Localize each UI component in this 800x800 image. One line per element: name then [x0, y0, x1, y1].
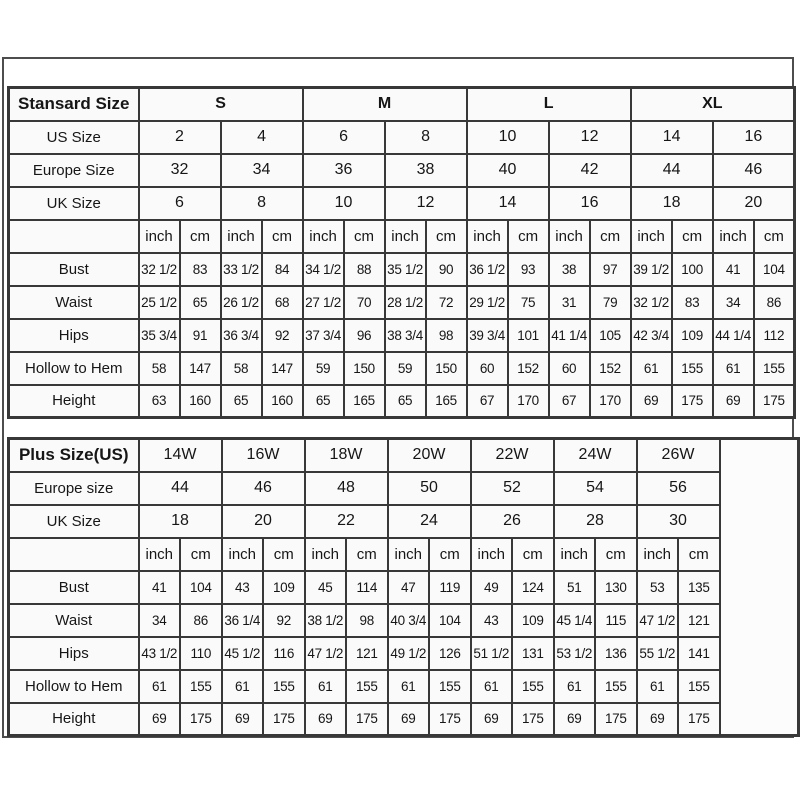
value-cell: 45 1/2: [222, 637, 264, 670]
size-group-cell: 18W: [305, 439, 388, 472]
unit-cell: cm: [508, 220, 549, 253]
value-cell: 20: [222, 505, 305, 538]
value-cell: 126: [429, 637, 471, 670]
value-cell: 112: [754, 319, 795, 352]
value-cell: 175: [512, 703, 554, 736]
value-cell: 61: [554, 670, 596, 703]
value-cell: 47 1/2: [305, 637, 347, 670]
value-cell: 69: [713, 385, 754, 418]
value-cell: 68: [262, 286, 303, 319]
value-cell: 32 1/2: [139, 253, 180, 286]
value-cell: 61: [222, 670, 264, 703]
value-cell: 67: [467, 385, 508, 418]
value-cell: 91: [180, 319, 221, 352]
value-cell: 32: [139, 154, 221, 187]
row-label: UK Size: [9, 187, 139, 220]
value-cell: 121: [678, 604, 720, 637]
table-row: [9, 121, 795, 154]
unit-cell: inch: [549, 220, 590, 253]
value-cell: 104: [754, 253, 795, 286]
unit-cell: cm: [180, 220, 221, 253]
value-cell: 130: [595, 571, 637, 604]
value-cell: 52: [471, 472, 554, 505]
value-cell: 45: [305, 571, 347, 604]
value-cell: 75: [508, 286, 549, 319]
value-cell: 51 1/2: [471, 637, 513, 670]
size-group-cell: L: [467, 88, 631, 121]
value-cell: 70: [344, 286, 385, 319]
value-cell: 12: [385, 187, 467, 220]
row-label: Europe Size: [9, 154, 139, 187]
value-cell: 109: [672, 319, 713, 352]
value-cell: 147: [262, 352, 303, 385]
table-row: [9, 154, 795, 187]
value-cell: 109: [512, 604, 554, 637]
value-cell: 39 3/4: [467, 319, 508, 352]
table-row: [9, 670, 799, 703]
row-label: Hips: [9, 637, 139, 670]
value-cell: 35 1/2: [385, 253, 426, 286]
value-cell: 69: [471, 703, 513, 736]
value-cell: 42 3/4: [631, 319, 672, 352]
standard-size-table: [7, 86, 796, 419]
value-cell: 59: [385, 352, 426, 385]
value-cell: 59: [303, 352, 344, 385]
value-cell: 155: [429, 670, 471, 703]
value-cell: 93: [508, 253, 549, 286]
value-cell: 67: [549, 385, 590, 418]
value-cell: 36 3/4: [221, 319, 262, 352]
value-cell: 79: [590, 286, 631, 319]
table-row: [9, 472, 799, 505]
size-group-cell: 24W: [554, 439, 637, 472]
value-cell: 69: [222, 703, 264, 736]
value-cell: 155: [346, 670, 388, 703]
value-cell: 61: [471, 670, 513, 703]
value-cell: 43: [222, 571, 264, 604]
value-cell: 136: [595, 637, 637, 670]
value-cell: 155: [595, 670, 637, 703]
row-label: Hollow to Hem: [9, 352, 139, 385]
value-cell: 10: [467, 121, 549, 154]
table-row: [9, 385, 795, 418]
value-cell: 65: [221, 385, 262, 418]
value-cell: 165: [426, 385, 467, 418]
value-cell: 26: [471, 505, 554, 538]
value-cell: 175: [678, 703, 720, 736]
value-cell: 36 1/2: [467, 253, 508, 286]
row-label: Height: [9, 703, 139, 736]
value-cell: 50: [388, 472, 471, 505]
value-cell: 61: [305, 670, 347, 703]
table-row: [9, 88, 795, 121]
value-cell: 40 3/4: [388, 604, 430, 637]
table-row: [9, 637, 799, 670]
value-cell: 119: [429, 571, 471, 604]
plus-size-table: [7, 437, 800, 737]
value-cell: 170: [590, 385, 631, 418]
value-cell: 155: [754, 352, 795, 385]
value-cell: 69: [139, 703, 181, 736]
table-row: [9, 703, 799, 736]
value-cell: 26 1/2: [221, 286, 262, 319]
value-cell: 100: [672, 253, 713, 286]
value-cell: 147: [180, 352, 221, 385]
value-cell: 63: [139, 385, 180, 418]
value-cell: 61: [637, 670, 679, 703]
value-cell: 24: [388, 505, 471, 538]
value-cell: 20: [713, 187, 795, 220]
unit-cell: inch: [637, 538, 679, 571]
row-label: Hollow to Hem: [9, 670, 139, 703]
value-cell: 44 1/4: [713, 319, 754, 352]
unit-cell: cm: [344, 220, 385, 253]
value-cell: 43 1/2: [139, 637, 181, 670]
unit-cell: inch: [385, 220, 426, 253]
size-group-cell: XL: [631, 88, 795, 121]
unit-cell: inch: [221, 220, 262, 253]
value-cell: 155: [678, 670, 720, 703]
value-cell: 61: [139, 670, 181, 703]
value-cell: 175: [346, 703, 388, 736]
value-cell: 18: [139, 505, 222, 538]
table-row: [9, 505, 799, 538]
size-group-cell: 20W: [388, 439, 471, 472]
value-cell: 58: [139, 352, 180, 385]
value-cell: 170: [508, 385, 549, 418]
value-cell: 38: [385, 154, 467, 187]
table-row: [9, 220, 795, 253]
value-cell: 8: [385, 121, 467, 154]
row-label: Hips: [9, 319, 139, 352]
unit-cell: cm: [595, 538, 637, 571]
value-cell: 114: [346, 571, 388, 604]
table-row: [9, 253, 795, 286]
value-cell: 40: [467, 154, 549, 187]
value-cell: 69: [637, 703, 679, 736]
value-cell: 47 1/2: [637, 604, 679, 637]
value-cell: 36 1/4: [222, 604, 264, 637]
value-cell: 16: [549, 187, 631, 220]
value-cell: 98: [426, 319, 467, 352]
value-cell: 49: [471, 571, 513, 604]
value-cell: 104: [429, 604, 471, 637]
value-cell: 175: [595, 703, 637, 736]
row-label: Waist: [9, 286, 139, 319]
value-cell: 41 1/4: [549, 319, 590, 352]
size-group-cell: 14W: [139, 439, 222, 472]
table-row: [9, 187, 795, 220]
value-cell: 83: [180, 253, 221, 286]
value-cell: 60: [549, 352, 590, 385]
value-cell: 38 3/4: [385, 319, 426, 352]
value-cell: 28: [554, 505, 637, 538]
row-label: Europe size: [9, 472, 139, 505]
table-row: [9, 571, 799, 604]
unit-cell: cm: [429, 538, 471, 571]
value-cell: 69: [554, 703, 596, 736]
unit-cell: cm: [346, 538, 388, 571]
value-cell: 43: [471, 604, 513, 637]
value-cell: 33 1/2: [221, 253, 262, 286]
value-cell: 155: [512, 670, 554, 703]
value-cell: 25 1/2: [139, 286, 180, 319]
row-label: [9, 220, 139, 253]
value-cell: 101: [508, 319, 549, 352]
value-cell: 29 1/2: [467, 286, 508, 319]
value-cell: 44: [631, 154, 713, 187]
value-cell: 175: [429, 703, 471, 736]
value-cell: 84: [262, 253, 303, 286]
value-cell: 121: [346, 637, 388, 670]
value-cell: 155: [263, 670, 305, 703]
value-cell: 61: [713, 352, 754, 385]
value-cell: 14: [467, 187, 549, 220]
unit-cell: inch: [139, 538, 181, 571]
unit-cell: inch: [713, 220, 754, 253]
unit-cell: cm: [590, 220, 631, 253]
table-row: [9, 604, 799, 637]
size-group-cell: M: [303, 88, 467, 121]
value-cell: 92: [263, 604, 305, 637]
value-cell: 42: [549, 154, 631, 187]
value-cell: 160: [180, 385, 221, 418]
value-cell: 10: [303, 187, 385, 220]
value-cell: 32 1/2: [631, 286, 672, 319]
value-cell: 56: [637, 472, 720, 505]
value-cell: 61: [388, 670, 430, 703]
value-cell: 160: [262, 385, 303, 418]
table-row: [9, 439, 799, 472]
value-cell: 83: [672, 286, 713, 319]
unit-cell: inch: [467, 220, 508, 253]
value-cell: 4: [221, 121, 303, 154]
value-cell: 34: [713, 286, 754, 319]
value-cell: 53 1/2: [554, 637, 596, 670]
value-cell: 152: [508, 352, 549, 385]
unit-cell: cm: [512, 538, 554, 571]
table-row: [9, 286, 795, 319]
value-cell: 86: [754, 286, 795, 319]
value-cell: 69: [631, 385, 672, 418]
unit-cell: cm: [426, 220, 467, 253]
value-cell: 150: [344, 352, 385, 385]
corner-label: Stansard Size: [9, 88, 139, 121]
value-cell: 60: [467, 352, 508, 385]
unit-cell: inch: [471, 538, 513, 571]
value-cell: 14: [631, 121, 713, 154]
value-cell: 65: [303, 385, 344, 418]
value-cell: 90: [426, 253, 467, 286]
corner-label: Plus Size(US): [9, 439, 139, 472]
unit-cell: inch: [222, 538, 264, 571]
unit-cell: cm: [754, 220, 795, 253]
value-cell: 69: [388, 703, 430, 736]
table-row: [9, 538, 799, 571]
value-cell: 150: [426, 352, 467, 385]
value-cell: 46: [713, 154, 795, 187]
value-cell: 109: [263, 571, 305, 604]
unit-cell: inch: [631, 220, 672, 253]
unit-cell: inch: [388, 538, 430, 571]
row-label: US Size: [9, 121, 139, 154]
value-cell: 131: [512, 637, 554, 670]
value-cell: 30: [637, 505, 720, 538]
row-label: [9, 538, 139, 571]
value-cell: 61: [631, 352, 672, 385]
value-cell: 35 3/4: [139, 319, 180, 352]
value-cell: 155: [180, 670, 222, 703]
value-cell: 175: [263, 703, 305, 736]
value-cell: 88: [344, 253, 385, 286]
value-cell: 65: [180, 286, 221, 319]
row-label: Height: [9, 385, 139, 418]
value-cell: 116: [263, 637, 305, 670]
value-cell: 46: [222, 472, 305, 505]
row-label: Waist: [9, 604, 139, 637]
value-cell: 31: [549, 286, 590, 319]
value-cell: 28 1/2: [385, 286, 426, 319]
row-label: UK Size: [9, 505, 139, 538]
size-group-cell: 16W: [222, 439, 305, 472]
value-cell: 27 1/2: [303, 286, 344, 319]
value-cell: 97: [590, 253, 631, 286]
value-cell: 115: [595, 604, 637, 637]
value-cell: 55 1/2: [637, 637, 679, 670]
value-cell: 49 1/2: [388, 637, 430, 670]
row-label: Bust: [9, 253, 139, 286]
unit-cell: cm: [678, 538, 720, 571]
value-cell: 54: [554, 472, 637, 505]
value-cell: 45 1/4: [554, 604, 596, 637]
value-cell: 6: [303, 121, 385, 154]
unit-cell: inch: [139, 220, 180, 253]
value-cell: 47: [388, 571, 430, 604]
value-cell: 38 1/2: [305, 604, 347, 637]
value-cell: 98: [346, 604, 388, 637]
value-cell: 36: [303, 154, 385, 187]
value-cell: 152: [590, 352, 631, 385]
unit-cell: inch: [305, 538, 347, 571]
value-cell: 39 1/2: [631, 253, 672, 286]
value-cell: 51: [554, 571, 596, 604]
value-cell: 22: [305, 505, 388, 538]
value-cell: 44: [139, 472, 222, 505]
value-cell: 34: [139, 604, 181, 637]
value-cell: 65: [385, 385, 426, 418]
empty-column-cell: [720, 439, 799, 736]
value-cell: 8: [221, 187, 303, 220]
value-cell: 18: [631, 187, 713, 220]
value-cell: 86: [180, 604, 222, 637]
value-cell: 175: [754, 385, 795, 418]
value-cell: 2: [139, 121, 221, 154]
value-cell: 165: [344, 385, 385, 418]
unit-cell: cm: [180, 538, 222, 571]
unit-cell: inch: [303, 220, 344, 253]
size-group-cell: 22W: [471, 439, 554, 472]
size-group-cell: 26W: [637, 439, 720, 472]
value-cell: 110: [180, 637, 222, 670]
value-cell: 105: [590, 319, 631, 352]
value-cell: 175: [180, 703, 222, 736]
unit-cell: cm: [263, 538, 305, 571]
value-cell: 41: [139, 571, 181, 604]
value-cell: 41: [713, 253, 754, 286]
unit-cell: cm: [672, 220, 713, 253]
value-cell: 69: [305, 703, 347, 736]
value-cell: 16: [713, 121, 795, 154]
table-row: [9, 352, 795, 385]
table-row: [9, 319, 795, 352]
value-cell: 6: [139, 187, 221, 220]
value-cell: 175: [672, 385, 713, 418]
value-cell: 72: [426, 286, 467, 319]
unit-cell: cm: [262, 220, 303, 253]
value-cell: 92: [262, 319, 303, 352]
value-cell: 58: [221, 352, 262, 385]
row-label: Bust: [9, 571, 139, 604]
value-cell: 34 1/2: [303, 253, 344, 286]
value-cell: 48: [305, 472, 388, 505]
value-cell: 37 3/4: [303, 319, 344, 352]
value-cell: 155: [672, 352, 713, 385]
value-cell: 141: [678, 637, 720, 670]
value-cell: 12: [549, 121, 631, 154]
value-cell: 104: [180, 571, 222, 604]
value-cell: 135: [678, 571, 720, 604]
unit-cell: inch: [554, 538, 596, 571]
size-group-cell: S: [139, 88, 303, 121]
value-cell: 96: [344, 319, 385, 352]
value-cell: 38: [549, 253, 590, 286]
value-cell: 124: [512, 571, 554, 604]
value-cell: 53: [637, 571, 679, 604]
value-cell: 34: [221, 154, 303, 187]
